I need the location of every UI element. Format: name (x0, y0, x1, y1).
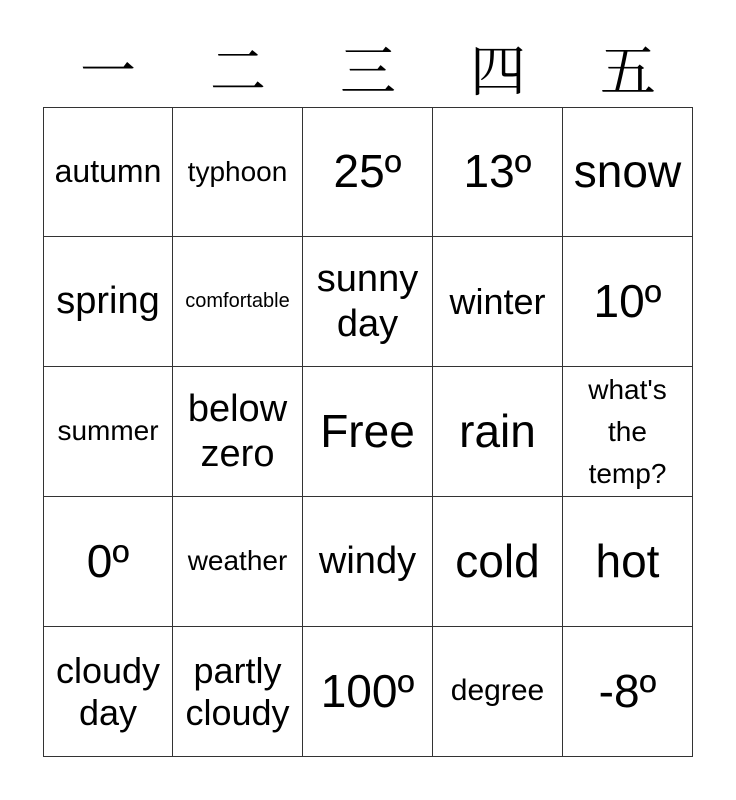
cell-label: winter (449, 280, 546, 322)
bingo-cell[interactable] (563, 497, 693, 627)
bingo-cell[interactable] (43, 627, 173, 757)
bingo-cell[interactable] (43, 107, 173, 237)
bingo-cell[interactable] (433, 237, 563, 367)
bingo-cell[interactable] (303, 497, 433, 627)
bingo-cell[interactable] (303, 107, 433, 237)
cell-label: snow (573, 145, 682, 198)
bingo-cell[interactable] (433, 497, 563, 627)
header-column-2: 二 (210, 40, 266, 105)
bingo-cell[interactable] (43, 367, 173, 497)
cell-label: -8º (598, 664, 657, 717)
bingo-cell[interactable] (173, 107, 303, 237)
header-column-3: 三 (340, 40, 396, 105)
cell-label: sunny day (316, 258, 419, 345)
free-space[interactable] (303, 367, 433, 497)
cell-label: comfortable (185, 289, 290, 312)
bingo-cell[interactable] (433, 367, 563, 497)
header-column-1: 一 (80, 40, 136, 105)
bingo-cell[interactable] (43, 497, 173, 627)
cell-label: 100º (320, 664, 415, 717)
cell-label: hot (595, 534, 660, 587)
bingo-cell[interactable] (43, 237, 173, 367)
cell-label: spring (56, 280, 160, 323)
header-column-5: 五 (600, 40, 656, 105)
bingo-cell[interactable] (173, 237, 303, 367)
cell-label: summer (57, 415, 159, 447)
cell-label: 10º (593, 274, 662, 327)
cell-label: what's the temp? (588, 373, 667, 489)
cell-label: autumn (54, 153, 162, 190)
cell-label: 13º (463, 145, 532, 198)
bingo-cell[interactable] (173, 367, 303, 497)
cell-label: 25º (333, 145, 402, 198)
bingo-cell[interactable] (433, 627, 563, 757)
cell-label: 0º (86, 534, 130, 587)
cell-label: typhoon (187, 155, 288, 187)
bingo-cell[interactable] (433, 107, 563, 237)
cell-label: degree (450, 674, 545, 708)
cell-label: windy (318, 540, 417, 583)
bingo-cell[interactable] (303, 237, 433, 367)
bingo-cell[interactable] (563, 107, 693, 237)
cell-label: cold (455, 534, 540, 587)
bingo-cell[interactable] (303, 627, 433, 757)
header-column-4: 四 (470, 40, 526, 105)
bingo-header (43, 40, 693, 106)
cell-label: cloudy day (55, 649, 161, 733)
cell-label: partly cloudy (185, 649, 290, 733)
bingo-cell[interactable] (173, 627, 303, 757)
cell-label: weather (187, 545, 288, 577)
bingo-cell[interactable] (173, 497, 303, 627)
bingo-cell[interactable] (563, 237, 693, 367)
cell-label: below zero (187, 388, 288, 475)
bingo-board (43, 107, 693, 757)
bingo-cell[interactable] (563, 367, 693, 497)
bingo-cell[interactable] (563, 627, 693, 757)
cell-label: Free (320, 404, 415, 457)
cell-label: rain (459, 404, 536, 457)
